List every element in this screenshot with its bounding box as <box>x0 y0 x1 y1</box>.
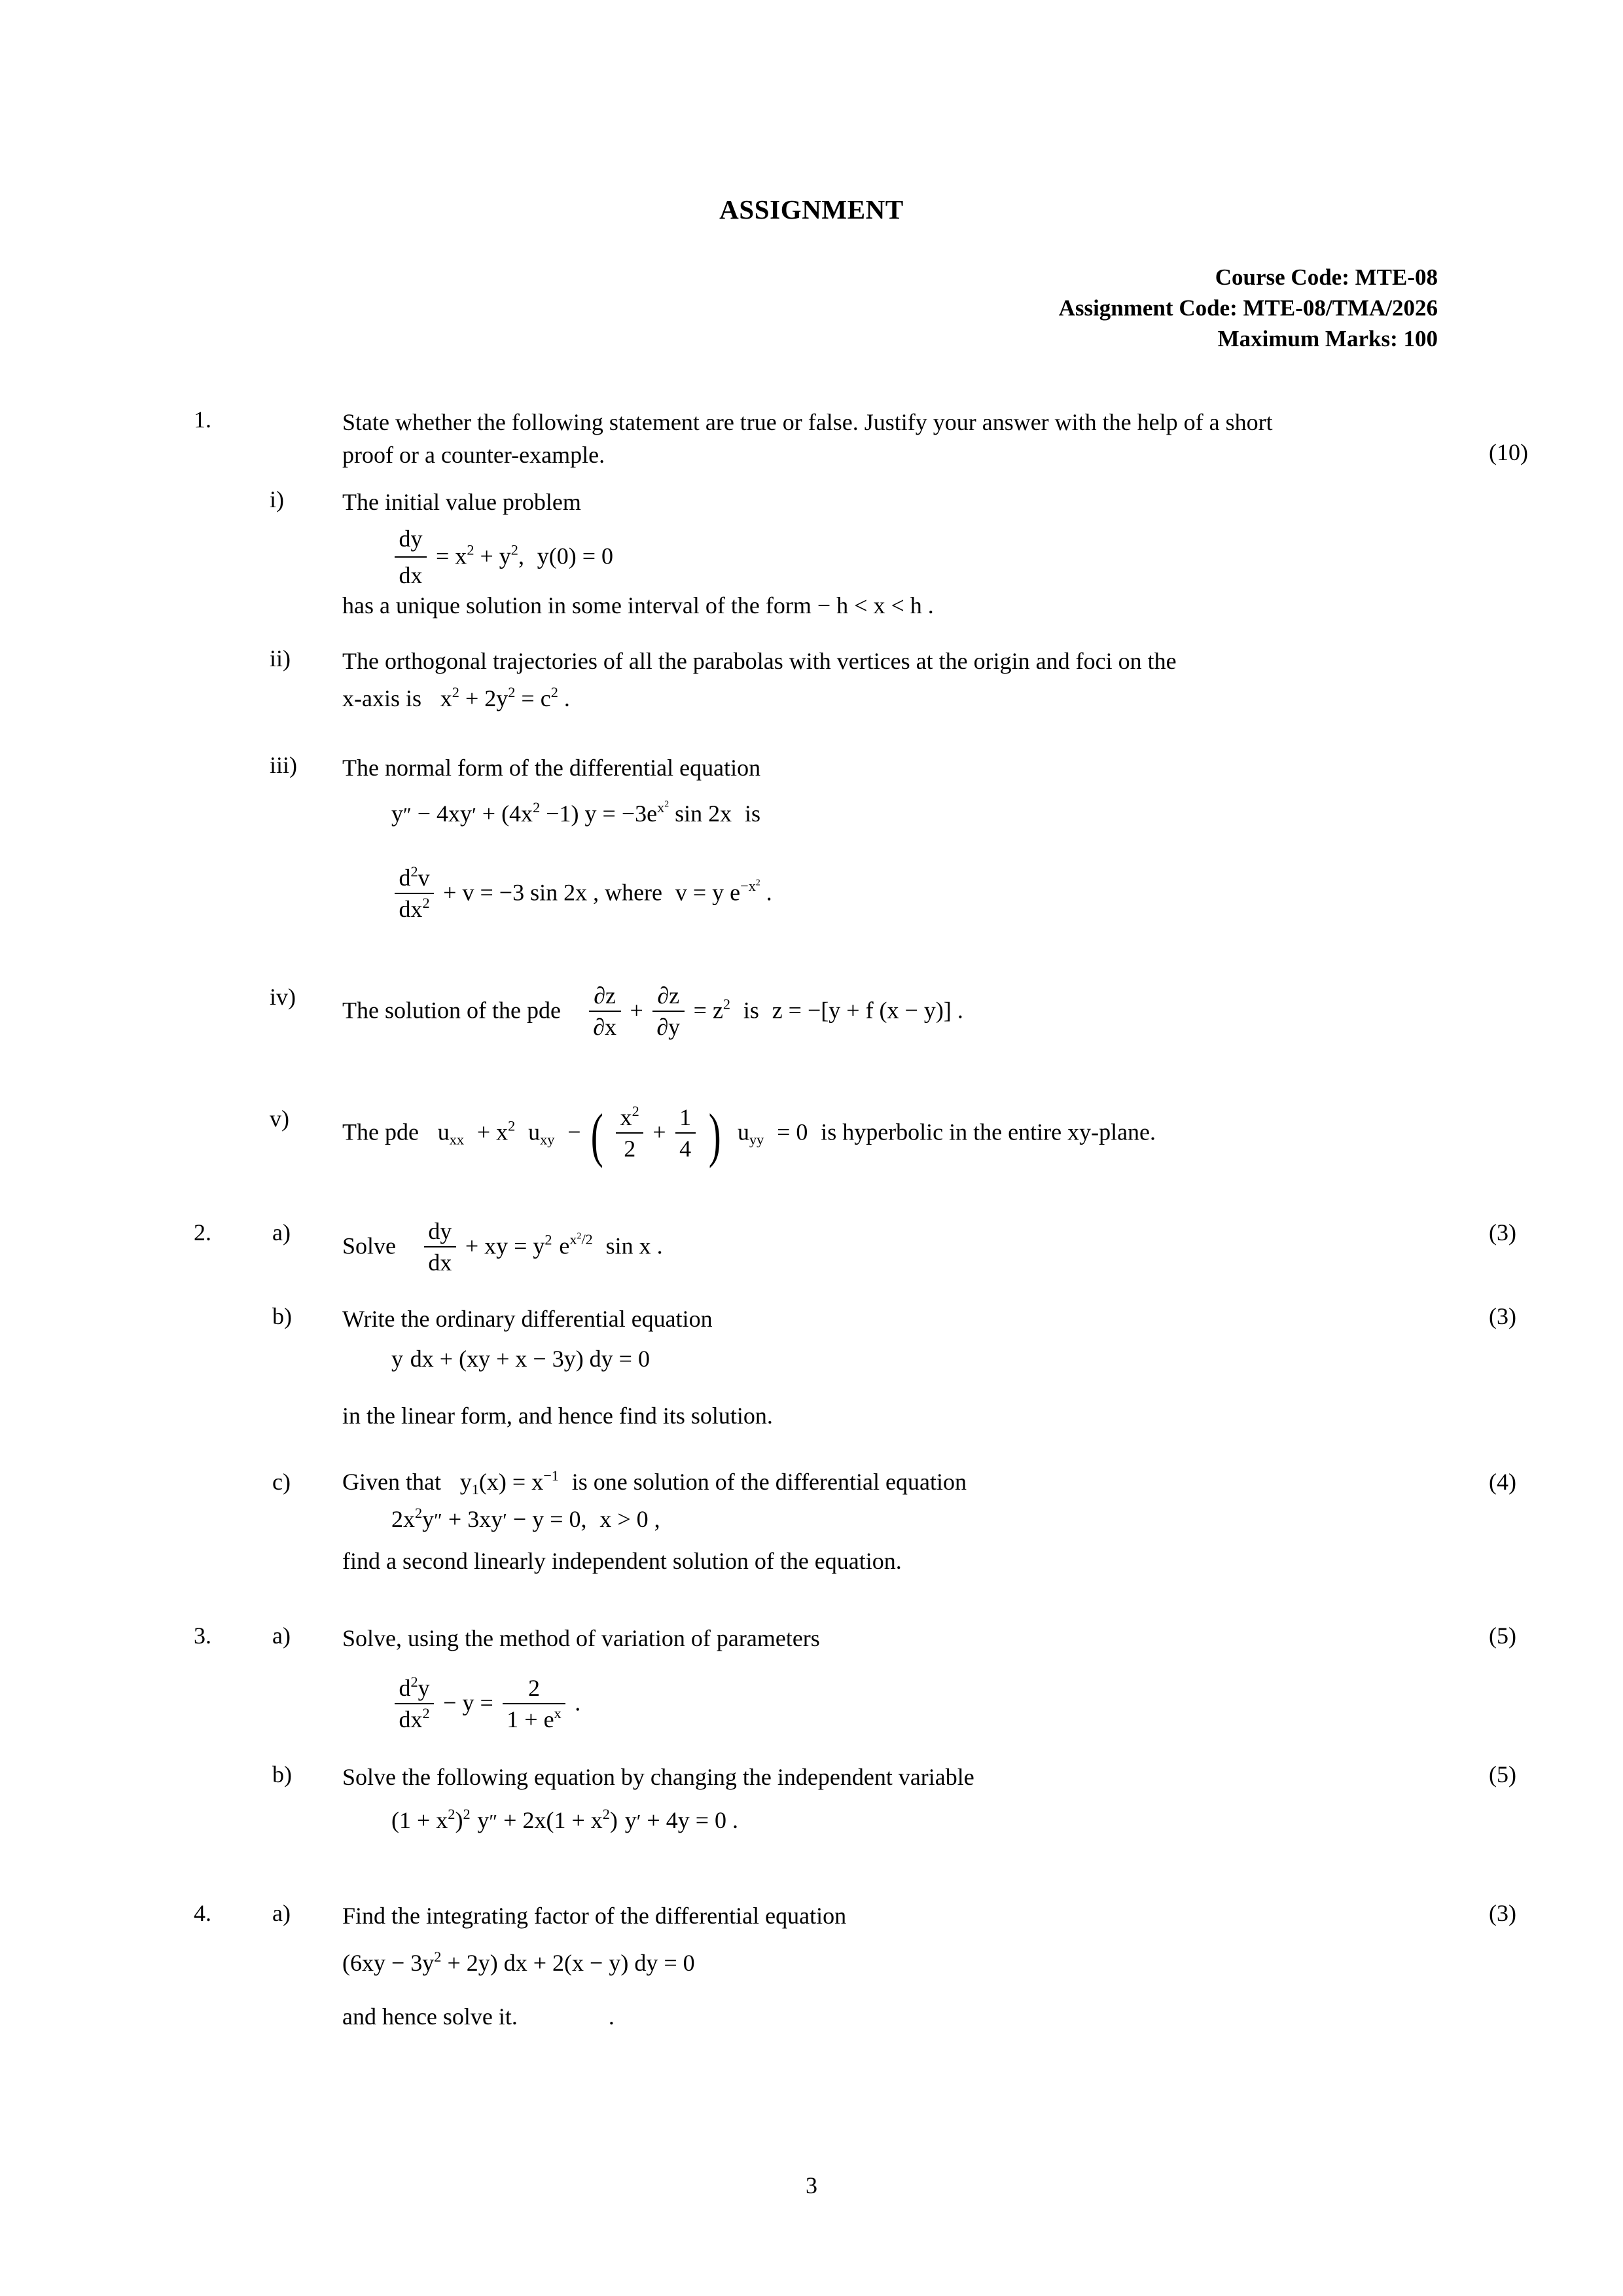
question-3a-equation: $\frac{d^2y}{dx^2}$ − y = $\frac{2}{1 + e^x}$ . <box>391 1676 580 1734</box>
question-2b-marks: (3) <box>1489 1303 1516 1329</box>
question-2c-text-prefix: Given that <box>342 1469 441 1495</box>
question-number-4: 4. <box>194 1900 211 1926</box>
question-2c-tail: find a second linearly independent solution of the equation. <box>342 1548 902 1574</box>
question-3a-text: Solve, using the method of variation of parameters <box>342 1625 820 1651</box>
item-iii-equation-1: $y'' - 4xy' + (4x^2 -1) y = -3e^{x^2}$ sin 2x is <box>391 798 760 827</box>
item-ii-tail-prefix: x-axis is <box>342 685 421 711</box>
question-2c-text-tail: is one solution of the differential equation <box>571 1469 967 1495</box>
question-4a-equation: $(6xy - 3y^2 + 2y)$ dx + 2(x − y) dy = 0 <box>342 1948 695 1976</box>
question-2a-equation: Solve $\frac{dy}{dx}$ + xy = $y^2$ $e^{x^2/2}$ sin x . <box>342 1218 663 1276</box>
question-1-marks: (10) <box>1489 439 1528 465</box>
question-4a-tail-text: and hence solve it. <box>342 2003 518 2030</box>
question-2c-marks: (4) <box>1489 1469 1516 1495</box>
question-2b-tail: in the linear form, and hence find its solution. <box>342 1403 773 1429</box>
course-code: Course Code: MTE-08 <box>1215 264 1438 290</box>
question-2-part-a-label: a) <box>272 1219 291 1246</box>
item-iii-equation-2: $\frac{d^2v}{dx^2}$ + v = −3 sin 2x , where v = y $e^{-x^2}$ . <box>391 865 772 924</box>
question-3-part-a-label: a) <box>272 1623 291 1649</box>
item-ii-text: The orthogonal trajectories of all the parabolas with vertices at the origin and foci on the <box>342 648 1177 674</box>
question-4a-marks: (3) <box>1489 1900 1516 1926</box>
question-1-stem-line2: proof or a counter-example. <box>342 442 605 468</box>
course-meta-block <box>522 262 1438 354</box>
item-iv-text-mid: is <box>743 997 759 1024</box>
item-iv-statement: The solution of the pde $\frac{\partial z}{\partial x}$ + $\frac{\partial z}{\partial y}$ = $z^2$ is z = −[y + f (x − y)] . <box>342 982 963 1041</box>
item-v-text-prefix: The pde <box>342 1119 419 1145</box>
question-number-2: 2. <box>194 1219 211 1246</box>
item-v-text-tail: is hyperbolic in the entire xy-plane. <box>821 1119 1156 1145</box>
item-label-v: v) <box>270 1105 289 1132</box>
item-i-tail: has a unique solution in some interval of the form − h < x < h . <box>342 592 934 619</box>
assignment-code: Assignment Code: MTE-08/TMA/2026 <box>1058 295 1438 321</box>
question-3b-equation: $(1 + x^2)^2$ $y'' + 2x(1 + x^2)$ y′ + 4y = 0 . <box>391 1806 739 1833</box>
item-i-text: The initial value problem <box>342 489 581 515</box>
question-4-part-a-label: a) <box>272 1900 291 1926</box>
item-v-statement: The pde $u_{xx} + x^2$ $u_{xy}$ − ( $\frac{x^2}{2}$ + $\frac{1}{4}$ ) $u_{yy} = 0$ is hyperbolic in the entire xy-plane. <box>342 1102 1156 1169</box>
question-3b-marks: (5) <box>1489 1761 1516 1787</box>
question-3a-marks: (5) <box>1489 1623 1516 1649</box>
item-ii-equation-line: x-axis is $x^2 + 2y^2 = c^2$ . <box>342 684 570 711</box>
question-4a-text: Find the integrating factor of the differential equation <box>342 1903 847 1929</box>
question-2-part-c-label: c) <box>272 1469 291 1495</box>
question-4a-tail <box>342 2003 615 2030</box>
question-2a-text-prefix: Solve <box>342 1232 397 1259</box>
item-iii-text: The normal form of the differential equation <box>342 755 761 781</box>
question-number-1: 1. <box>194 406 211 433</box>
question-4a-tail-extra: . <box>608 2003 615 2030</box>
question-2a-marks: (3) <box>1489 1219 1516 1246</box>
question-2b-equation: y dx + (xy + x − 3y) dy = 0 <box>391 1346 650 1372</box>
maximum-marks: Maximum Marks: 100 <box>1217 326 1438 351</box>
question-2-part-b-label: b) <box>272 1303 292 1329</box>
question-2c-text: Given that $y_1(x) = x^{-1}$ is one solution of the differential equation <box>342 1467 967 1498</box>
question-2c-equation: $2x^2y'' + 3xy' - y = 0$, x > 0 , <box>391 1505 660 1532</box>
item-label-i: i) <box>270 486 284 512</box>
question-3-part-b-label: b) <box>272 1761 292 1787</box>
question-number-3: 3. <box>194 1623 211 1649</box>
item-iv-text-prefix: The solution of the pde <box>342 997 561 1024</box>
question-1-stem-line1: State whether the following statement are true or false. Justify your answer with the help of a short <box>342 409 1273 435</box>
question-3b-text: Solve the following equation by changing the independent variable <box>342 1764 974 1790</box>
item-label-iv: iv) <box>270 984 296 1010</box>
question-2b-text: Write the ordinary differential equation <box>342 1306 713 1332</box>
item-label-ii: ii) <box>270 645 291 672</box>
page-number: 3 <box>806 2172 817 2198</box>
page-title: ASSIGNMENT <box>719 194 904 224</box>
item-i-equation: $\frac{dy}{dx}$ = $x^2 + y^2$, y(0) = 0 <box>391 524 613 593</box>
item-label-iii: iii) <box>270 752 297 778</box>
